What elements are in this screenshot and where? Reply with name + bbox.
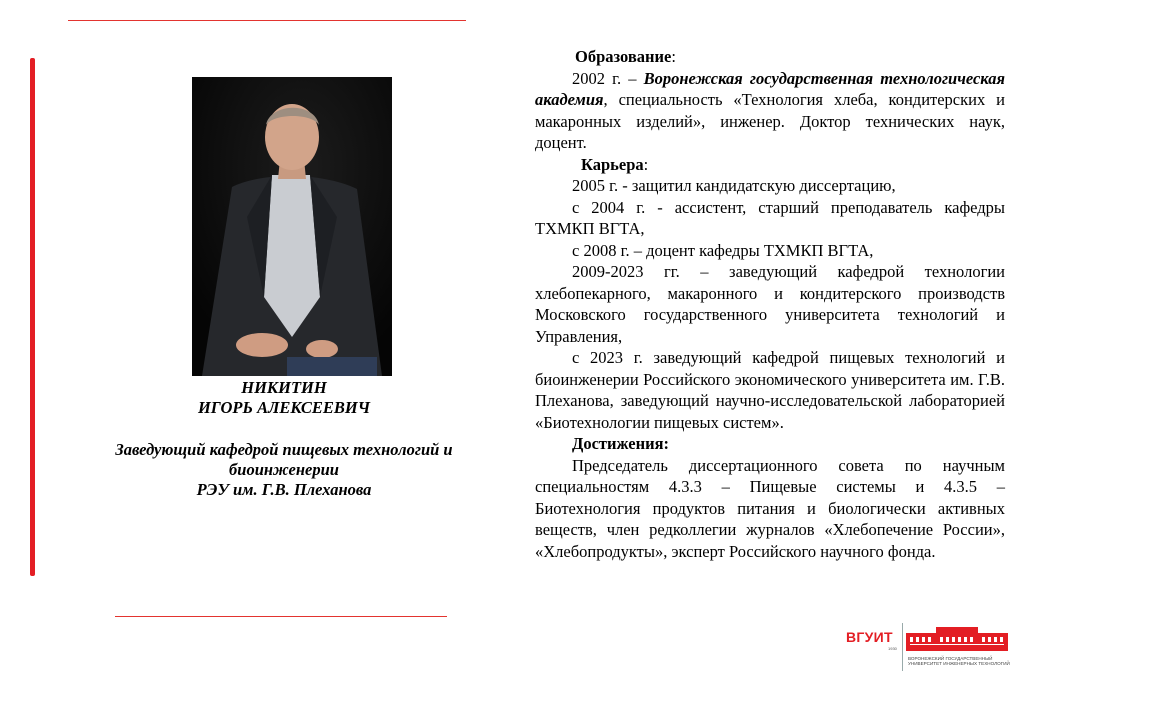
position-line-2: биоинженерии — [229, 460, 339, 479]
education-year: 2002 г. – — [572, 68, 637, 88]
position-line-1: Заведующий кафедрой пищевых технологий и — [115, 440, 453, 459]
logo-divider — [902, 623, 903, 671]
career-item: с 2004 г. - ассистент, старший преподаватель кафедры ТХМКП ВГТА, — [535, 197, 1005, 238]
top-red-rule — [68, 20, 466, 21]
left-red-bar — [30, 58, 35, 576]
logo-abbreviation: ВГУИТ — [846, 629, 893, 645]
career-item: 2009-2023 гг. – заведующий кафедрой технологии хлебопекарного, макаронного и кондитерского производств Московского государственного университета технологий и Управления, — [535, 262, 1005, 346]
career-item: с 2023 г. заведующий кафедрой пищевых технологий и биоинженерии Российского экономического университета им. Г.В. Плеханова, заведующий научно-исследовательской лабораторией «Биотехнологии пищевых систем». — [535, 348, 1005, 432]
university-building-icon — [906, 625, 1008, 653]
career-item: с 2008 г. – доцент кафедры ТХМКП ВГТА, — [572, 240, 874, 260]
surname: НИКИТИН — [241, 378, 327, 397]
career-heading-line: Карьера: — [581, 154, 649, 174]
portrait-photo — [192, 77, 392, 376]
education-heading: Образование — [575, 47, 672, 66]
vguit-logo — [842, 621, 1012, 675]
education-institution: Воронежская государственная технологическая академия — [535, 68, 1006, 109]
position-line-3: РЭУ им. Г.В. Плеханова — [196, 480, 372, 499]
logo-caption: ВОРОНЕЖСКИЙ ГОСУДАРСТВЕННЫЙ УНИВЕРСИТЕТ ИНЖЕНЕРНЫХ ТЕХНОЛОГИЙ — [908, 656, 1010, 667]
career-heading: Карьера — [581, 154, 644, 174]
achievements-paragraph: Председатель диссертационного совета по научным специальностям 4.3.3 – Пищевые системы и 4.3.5 – Биотехнология продуктов питания и биологически активных веществ, член редколлегии журналов «Хлебопечение России», «Хлебопродукты», эксперт Российского научного фонда. — [535, 455, 1005, 561]
career-item: 2005 г. - защитил кандидатскую диссертацию, — [572, 176, 896, 195]
logo-year: 1930 — [888, 646, 897, 651]
bottom-red-rule — [115, 616, 447, 617]
achievements-heading: Достижения: — [572, 434, 670, 453]
education-details: , специальность «Технология хлеба, кондитерских и макаронных изделий», инженер. Доктор технических наук, доцент. — [535, 90, 1005, 152]
education-paragraph — [535, 68, 1005, 154]
education-heading-line: Образование: — [575, 47, 676, 66]
biography-text — [535, 46, 1005, 562]
name-and-position — [82, 378, 486, 500]
given-names: ИГОРЬ АЛЕКСЕЕВИЧ — [197, 398, 371, 417]
